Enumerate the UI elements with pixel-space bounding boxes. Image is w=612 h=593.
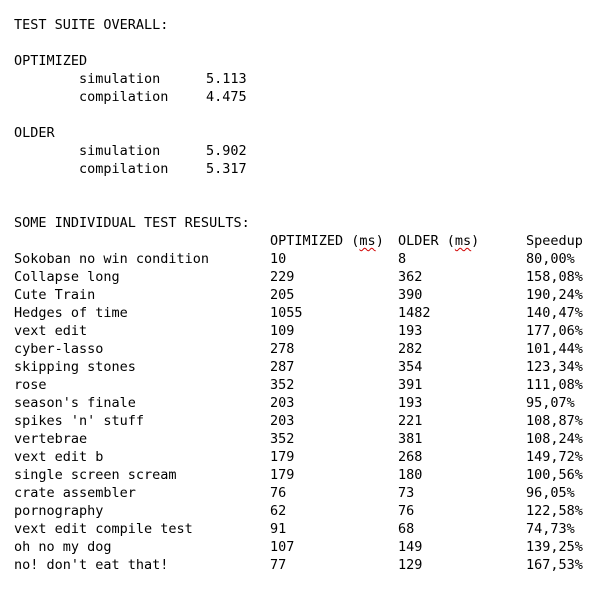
column-header-optimized-label: OPTIMIZED xyxy=(270,233,344,249)
speedup-value: 101,44% xyxy=(526,341,583,357)
test-name: single screen scream xyxy=(14,467,177,483)
speedup-value: 108,24% xyxy=(526,431,583,447)
optimized-ms: 76 xyxy=(270,485,287,501)
optimized-ms: 91 xyxy=(270,521,287,537)
optimized-ms: 179 xyxy=(270,467,295,483)
optimized-ms: 203 xyxy=(270,413,295,429)
older-ms: 391 xyxy=(398,377,423,393)
older-ms: 268 xyxy=(398,449,423,465)
speedup-value: 108,87% xyxy=(526,413,583,429)
unit-label: ms xyxy=(454,233,472,249)
group-name-optimized: OPTIMIZED xyxy=(14,53,88,69)
speedup-value: 96,05% xyxy=(526,485,575,501)
optimized-ms: 10 xyxy=(270,251,287,267)
test-name: vext edit compile test xyxy=(14,521,193,537)
metric-label: simulation xyxy=(79,71,161,87)
test-name: spikes 'n' stuff xyxy=(14,413,145,429)
speedup-value: 149,72% xyxy=(526,449,583,465)
metric-label: compilation xyxy=(79,89,169,105)
test-name: vertebrae xyxy=(14,431,88,447)
metric-value: 5.902 xyxy=(206,143,247,159)
optimized-ms: 205 xyxy=(270,287,295,303)
speedup-value: 123,34% xyxy=(526,359,583,375)
column-header-optimized: OPTIMIZED (ms) xyxy=(270,233,384,249)
metric-value: 5.113 xyxy=(206,71,247,87)
test-name: rose xyxy=(14,377,47,393)
speedup-value: 100,56% xyxy=(526,467,583,483)
older-ms: 149 xyxy=(398,539,423,555)
optimized-ms: 352 xyxy=(270,377,295,393)
older-ms: 193 xyxy=(398,323,423,339)
speedup-value: 190,24% xyxy=(526,287,583,303)
metric-value: 4.475 xyxy=(206,89,247,105)
speedup-value: 139,25% xyxy=(526,539,583,555)
older-ms: 381 xyxy=(398,431,423,447)
metric-label: simulation xyxy=(79,143,161,159)
column-header-older-label: OLDER xyxy=(398,233,439,249)
unit-label: ms xyxy=(359,233,376,249)
column-header-speedup: Speedup xyxy=(526,233,583,249)
test-name: skipping stones xyxy=(14,359,136,375)
column-header-older: OLDER (ms) xyxy=(398,233,480,249)
older-ms: 1482 xyxy=(398,305,431,321)
older-ms: 76 xyxy=(398,503,415,519)
optimized-ms: 229 xyxy=(270,269,295,285)
optimized-ms: 109 xyxy=(270,323,295,339)
optimized-ms: 179 xyxy=(270,449,295,465)
optimized-ms: 352 xyxy=(270,431,295,447)
test-name: Sokoban no win condition xyxy=(14,251,210,267)
older-ms: 221 xyxy=(398,413,423,429)
test-name: season's finale xyxy=(14,395,136,411)
older-ms: 8 xyxy=(398,251,407,267)
speedup-value: 167,53% xyxy=(526,557,583,573)
older-ms: 362 xyxy=(398,269,423,285)
individual-heading: SOME INDIVIDUAL TEST RESULTS: xyxy=(14,215,250,231)
speedup-value: 140,47% xyxy=(526,305,583,321)
speedup-value: 80,00% xyxy=(526,251,575,267)
metric-value: 5.317 xyxy=(206,161,247,177)
group-name-older: OLDER xyxy=(14,125,55,141)
test-name: oh no my dog xyxy=(14,539,112,555)
test-name: vext edit xyxy=(14,323,88,339)
speedup-value: 95,07% xyxy=(526,395,575,411)
test-name: vext edit b xyxy=(14,449,104,465)
test-name: crate assembler xyxy=(14,485,136,501)
older-ms: 68 xyxy=(398,521,415,537)
speedup-value: 158,08% xyxy=(526,269,583,285)
test-name: Collapse long xyxy=(14,269,120,285)
optimized-ms: 203 xyxy=(270,395,295,411)
optimized-ms: 1055 xyxy=(270,305,303,321)
test-name: pornography xyxy=(14,503,104,519)
test-name: Cute Train xyxy=(14,287,96,303)
optimized-ms: 287 xyxy=(270,359,295,375)
older-ms: 354 xyxy=(398,359,423,375)
speedup-value: 74,73% xyxy=(526,521,575,537)
test-name: no! don't eat that! xyxy=(14,557,169,573)
optimized-ms: 62 xyxy=(270,503,287,519)
older-ms: 180 xyxy=(398,467,423,483)
speedup-value: 122,58% xyxy=(526,503,583,519)
test-name: Hedges of time xyxy=(14,305,128,321)
speedup-value: 177,06% xyxy=(526,323,583,339)
optimized-ms: 77 xyxy=(270,557,287,573)
test-name: cyber-lasso xyxy=(14,341,104,357)
optimized-ms: 278 xyxy=(270,341,295,357)
metric-label: compilation xyxy=(79,161,169,177)
optimized-ms: 107 xyxy=(270,539,295,555)
older-ms: 73 xyxy=(398,485,415,501)
speedup-value: 111,08% xyxy=(526,377,583,393)
older-ms: 282 xyxy=(398,341,423,357)
overall-heading: TEST SUITE OVERALL: xyxy=(14,17,169,33)
older-ms: 129 xyxy=(398,557,423,573)
older-ms: 193 xyxy=(398,395,423,411)
older-ms: 390 xyxy=(398,287,423,303)
